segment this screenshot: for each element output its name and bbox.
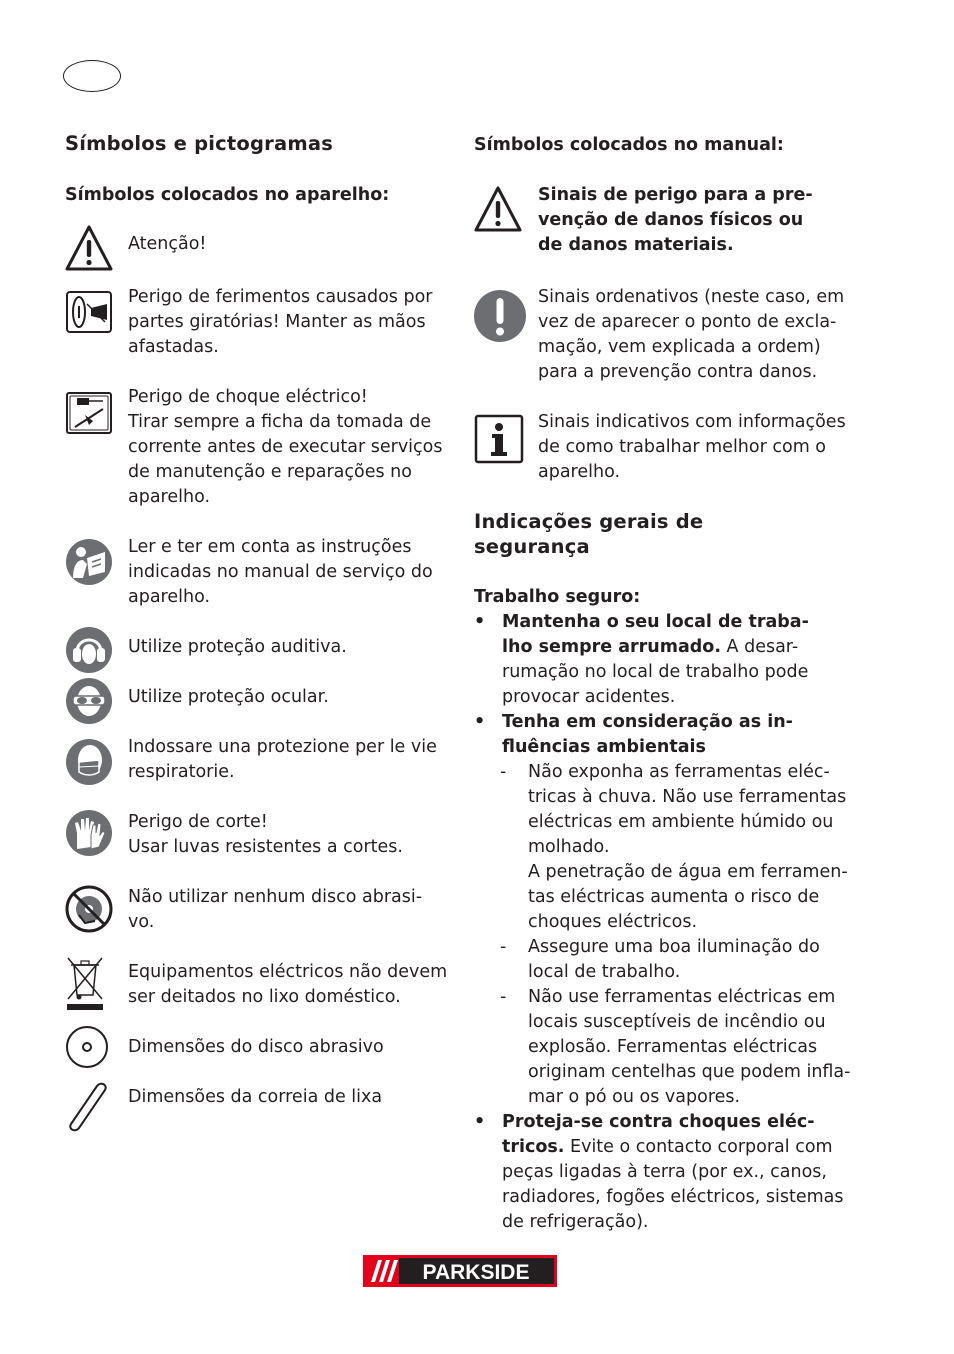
cut-resistant-gloves-icon (65, 809, 113, 857)
symbol-desc: Utilize proteção ocular. (128, 687, 329, 707)
subtitle-manual-symbols: Símbolos colocados no manual: (474, 135, 784, 155)
parkside-logo (363, 1255, 557, 1287)
bullet-tidy-workplace (502, 610, 862, 710)
safe-work-title: Trabalho seguro: (474, 587, 641, 607)
symbol-desc: Dimensões da correia de lixa (128, 1087, 383, 1107)
bullet-text: A desar- rumação no local de trabalho pode provocar acidentes. (502, 637, 809, 707)
symbol-desc: Dimensões do disco abrasivo (128, 1037, 384, 1057)
bullet-bold-text: Mantenha o seu local de traba- lho sempre arrumado. (502, 612, 809, 657)
bullet-electric-shock (502, 1110, 862, 1235)
section-title-symbols: Símbolos e pictogramas (65, 132, 334, 155)
info-sign-icon (474, 414, 524, 464)
symbol-desc: Não utilizar nenhum disco abrasi- vo. (128, 887, 423, 932)
sanding-belt-icon (65, 1080, 109, 1132)
bullet-text: Evite o contacto corporal com peças ligadas à terra (por ex., canos, radiadores, fogões eléctricos, sistemas de refrigeração). (502, 1137, 844, 1232)
bullet-bold-text: Proteja-se contra choques eléc- tricos. (502, 1112, 815, 1157)
symbol-desc: Atenção! (128, 234, 207, 254)
bullet: • (474, 612, 486, 632)
dash: - (500, 987, 507, 1007)
disc-dimensions-icon (65, 1025, 109, 1069)
dash-item-rain: Não exponha as ferramentas eléc- tricas à chuva. Não use ferramentas eléctricas em ambiente húmido ou molhado. A penetração de água em ferramen- tas eléctricas aumenta o risco de choques eléctricos. (528, 762, 848, 932)
symbol-desc: Sinais indicativos com informações de como trabalhar melhor com o aparelho. (538, 412, 846, 482)
symbol-desc: Ler e ter em conta as instruções indicadas no manual de serviço do aparelho. (128, 537, 433, 607)
no-abrasive-disc-icon (65, 885, 113, 933)
bullet: • (474, 1112, 486, 1132)
subtitle-device-symbols: Símbolos colocados no aparelho: (65, 185, 390, 205)
read-manual-icon (65, 538, 113, 586)
mandatory-sign-icon (474, 289, 526, 343)
language-badge (63, 60, 121, 92)
symbol-desc: Perigo de ferimentos causados por partes giratórias! Manter as mãos afastadas. (128, 287, 433, 357)
eye-protection-icon (65, 677, 113, 725)
ear-protection-icon (65, 626, 113, 674)
logo-text: PARKSIDE (422, 1261, 530, 1284)
dash: - (500, 937, 507, 957)
dash-item-lighting: Assegure uma boa iluminação do local de trabalho. (528, 937, 820, 982)
section-title-safety: Indicações gerais de segurança (474, 510, 704, 558)
symbol-desc: Equipamentos eléctricos não devem ser deitados no lixo doméstico. (128, 962, 448, 1007)
symbol-desc: Utilize proteção auditiva. (128, 637, 347, 657)
symbol-desc: Indossare una protezione per le vie respiratorie. (128, 737, 437, 782)
rotating-parts-hand-icon (65, 290, 113, 334)
warning-triangle-icon (474, 185, 522, 233)
weee-bin-icon (65, 955, 105, 1011)
symbol-desc: Sinais de perigo para a pre- venção de danos físicos ou de danos materiais. (538, 185, 813, 255)
respiratory-protection-icon (65, 738, 113, 786)
bullet: • (474, 712, 486, 732)
dash: - (500, 762, 507, 782)
warning-triangle-icon (65, 224, 113, 272)
symbol-desc: Perigo de choque eléctrico! Tirar sempre a ficha da tomada de corrente antes de executar serviços de manutenção e reparações no aparelho. (128, 387, 443, 507)
unplug-before-service-icon (65, 391, 113, 435)
symbol-desc: Sinais ordenativos (neste caso, em vez de aparecer o ponto de excla- mação, vem explicada a ordem) para a prevenção contra danos. (538, 287, 845, 382)
bullet-environment: Tenha em consideração as in- fluências ambientais (502, 712, 793, 757)
symbol-desc: Perigo de corte! Usar luvas resistentes a cortes. (128, 812, 403, 857)
dash-item-explosion: Não use ferramentas eléctricas em locais susceptíveis de incêndio ou explosão. Ferramentas eléctricas originam centelhas que podem infla- mar o pó ou os vapores. (528, 987, 851, 1107)
